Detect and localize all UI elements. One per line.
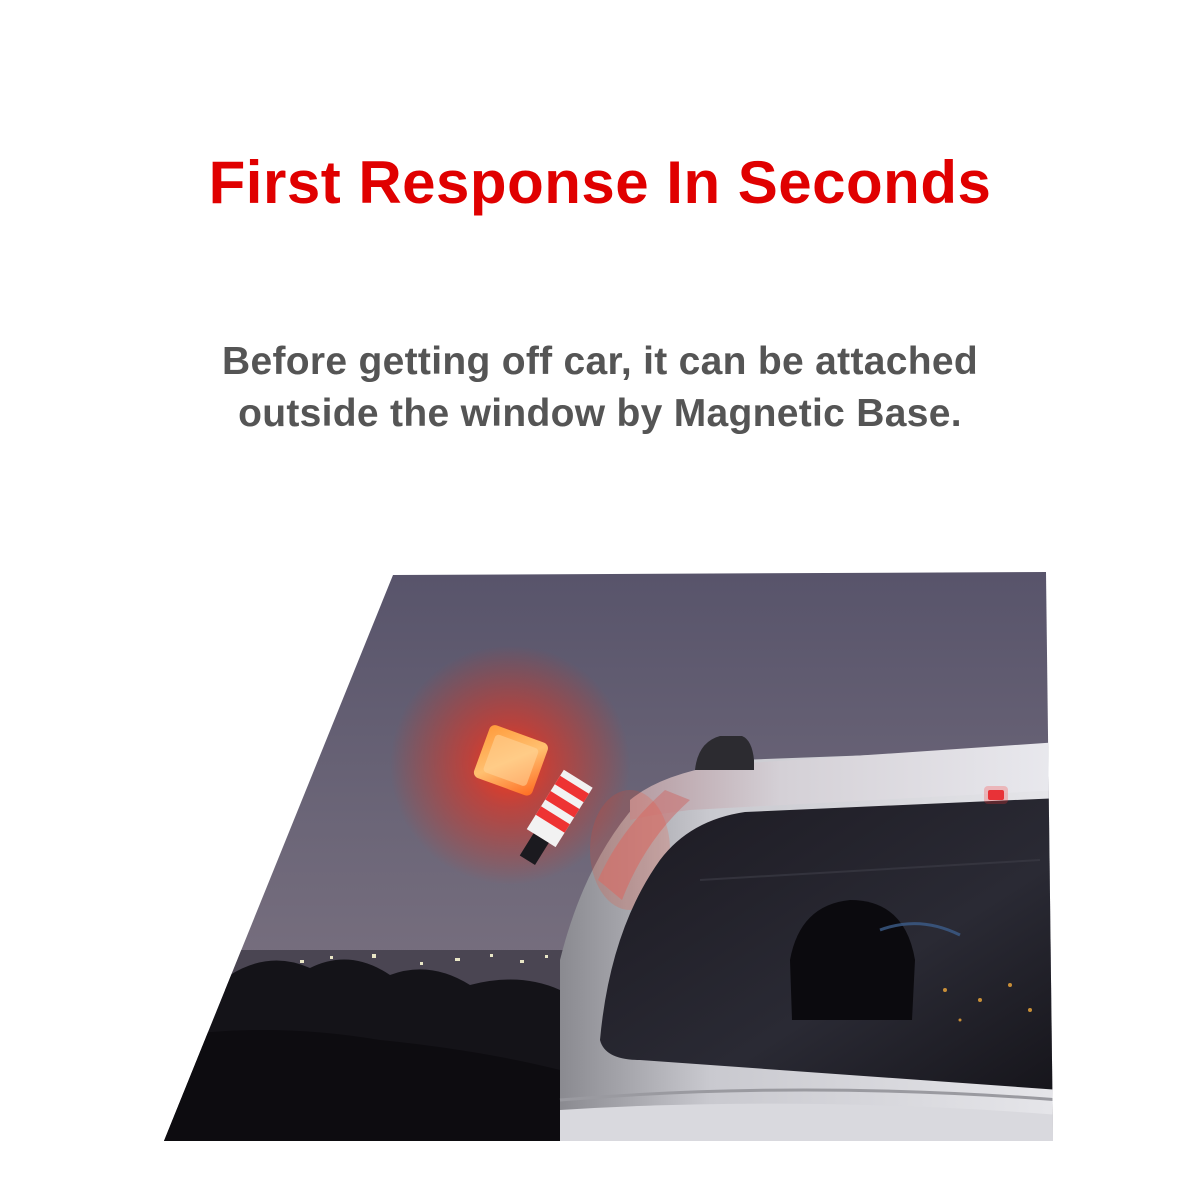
description-line-1: Before getting off car, it can be attached: [222, 340, 978, 383]
description-line-2: outside the window by Magnetic Base.: [238, 392, 962, 435]
headline: First Response In Seconds: [208, 149, 992, 216]
